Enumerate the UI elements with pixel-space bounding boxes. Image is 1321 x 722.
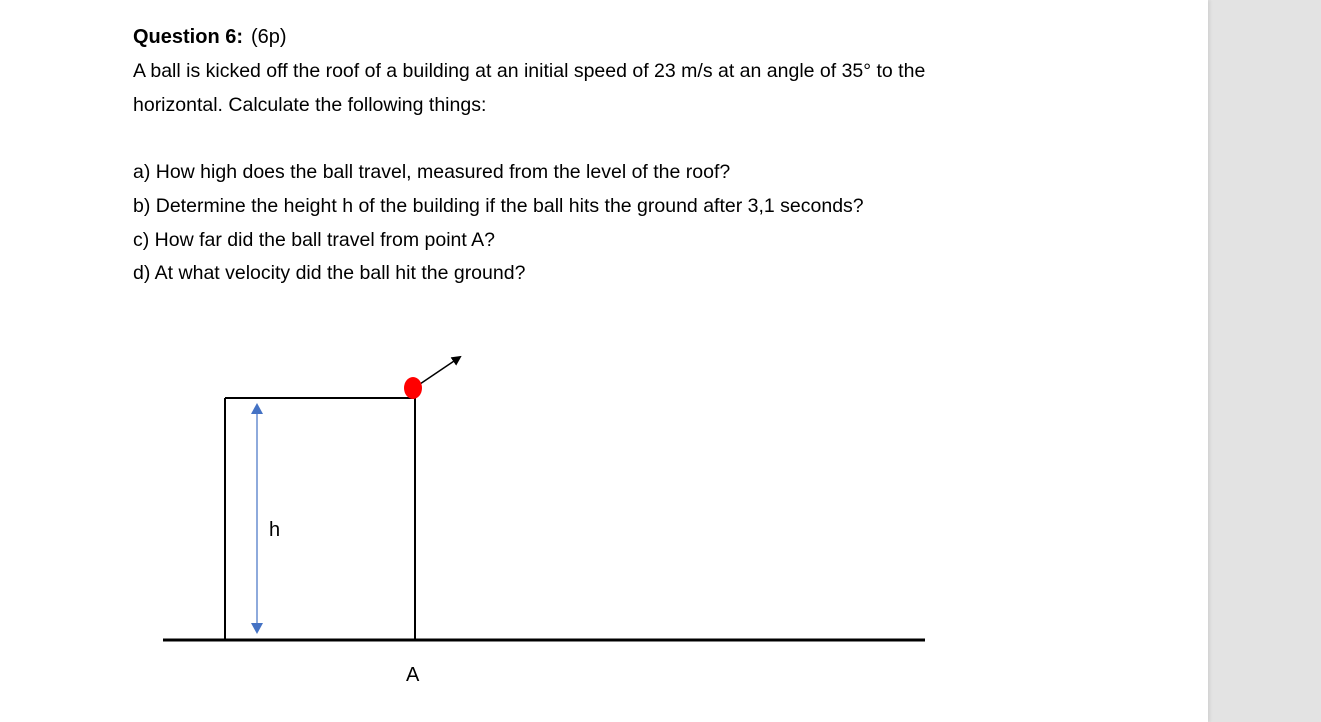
part-b: b) Determine the height h of the building if the ball hits the ground after 3,1 seconds? — [133, 195, 864, 217]
height-label: h — [269, 519, 281, 541]
height-arrow-head-top — [251, 403, 263, 414]
ball — [404, 377, 422, 399]
projectile-diagram — [0, 340, 1000, 722]
question-label: Question 6: — [133, 26, 244, 48]
height-arrow-head-bottom — [251, 623, 263, 634]
part-a: a) How high does the ball travel, measured from the level of the roof? — [133, 161, 731, 183]
question-points: (6p) — [251, 26, 287, 48]
point-a-label: A — [406, 664, 420, 686]
velocity-arrow — [420, 357, 460, 384]
question-title — [133, 26, 287, 49]
intro-line-2: horizontal. Calculate the following things: — [133, 94, 487, 116]
part-d: d) At what velocity did the ball hit the ground? — [133, 262, 526, 284]
intro-line-1: A ball is kicked off the roof of a building at an initial speed of 23 m/s at an angle of 35° to the — [133, 60, 926, 82]
part-c: c) How far did the ball travel from point A? — [133, 229, 495, 251]
